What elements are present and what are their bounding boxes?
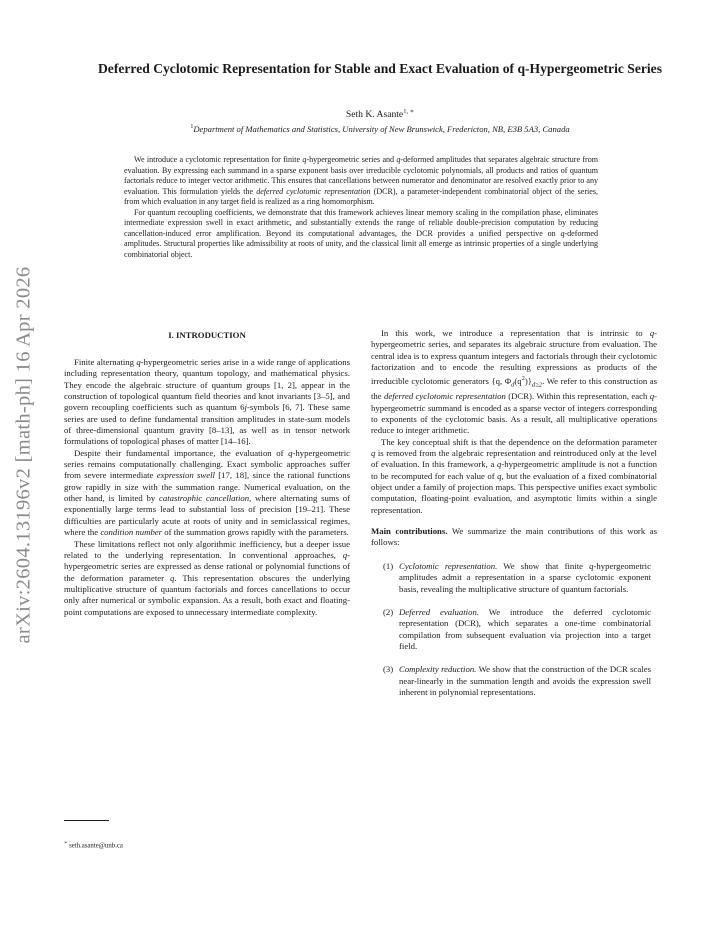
abstract-paragraph: For quantum recoupling coefficients, we demonstrate that this framework achieves linear memory scaling in the compilation phase, eliminates intermediate expression swell in exact arithmetic, and substantially extends the range of reliable double-precision computation by reducing cancellation-induced error amplification. Beyond its computational advantages, the DCR provides a unified perspective on q-deformed amplitudes. Structural properties like admissibility at roots of unity, and the classical limit all emerge as intrinsic properties of a single underlying combinatorial object. bbox=[124, 207, 598, 259]
abstract bbox=[124, 155, 598, 260]
paper-title: Deferred Cyclotomic Representation for Stable and Exact Evaluation of q-Hypergeometric Series bbox=[97, 61, 663, 76]
arxiv-identifier: arXiv:2604.13196v2 [math-ph] 16 Apr 2026 bbox=[12, 266, 35, 644]
footnote-mark: ∗ bbox=[64, 841, 68, 846]
author-mark: 1, ∗ bbox=[403, 108, 415, 115]
body-paragraph: The key conceptual shift is that the dependence on the deformation parameter q is removed from the algebraic representation and reintroduced only at the level of evaluation. In this framework, a q-hypergeometric amplitude is not a function to be recomputed for each value of q, but the evaluation of a fixed combinatorial object under a family of projection maps. This perspective unifies exact symbolic computation, floating-point evaluation, and asymptotic limits within a single representation. bbox=[371, 436, 658, 515]
list-item: (3) Complexity reduction. We show that the construction of the DCR scales near-linearly in the summation length and avoids the expression swell inherent in polynomial representations. bbox=[383, 664, 651, 697]
body-paragraph: Despite their fundamental importance, the evaluation of q-hypergeometric series remains computationally challenging. Exact symbolic approaches suffer from severe intermediate expression swell [17, 18], since the rational functions grow rapidly in size with the summation range. Numerical evaluation, on the other hand, is limited by catastrophic cancellation, where alternating sums of exponentially large terms lead to substantial loss of precision [19–21]. These difficulties are particularly acute at roots of unity and in semiclassical regimes, where the condition number of the summation grows rapidly with the parameters. bbox=[64, 447, 351, 538]
affiliation-text: Department of Mathematics and Statistics, University of New Brunswick, Fredericton, NB, E3B 5A3, Canada bbox=[193, 124, 570, 134]
author-name: Seth K. Asante bbox=[345, 109, 404, 121]
body-paragraph: Finite alternating q-hypergeometric series arise in a wide range of applications including representation theory, quantum topology, and mathematical physics. They encode the algebraic structure of quantum groups [1, 2], appear in the construction of topological quantum field theories and knot invariants [3–5], and govern recoupling coefficients such as quantum 6j-symbols [6, 7]. These same series are used to define fundamental transition amplitudes in state-sum models of three-dimensional quantum gravity [8–13], as well as in tensor network formulations of topological phases of matter [14–16]. bbox=[64, 357, 350, 447]
arxiv-stamp bbox=[4, 255, 44, 655]
list-item: (2) Deferred evaluation. We introduce the deferred cyclotomic representation (DCR), which separates a one-time combinatorial compilation from subsequent evaluation via projection into a target field. bbox=[383, 606, 651, 651]
main-contributions-paragraph: Main contributions. We summarize the main contributions of this work as follows: bbox=[371, 526, 657, 548]
author-line bbox=[90, 107, 670, 120]
section-heading-introduction: I. INTRODUCTION bbox=[168, 330, 246, 340]
contributions-list bbox=[371, 561, 657, 698]
footnote bbox=[64, 840, 123, 849]
list-item: (1) Cyclotomic representation. We show that finite q-hypergeometric amplitudes admit a representation in a sparse cyclotomic exponent basis, revealing the multiplicative structure of quantum factorials. bbox=[383, 560, 651, 594]
main-contributions-heading: Main contributions. bbox=[371, 526, 448, 537]
body-paragraph: These limitations reflect not only algorithmic inefficiency, but a deeper issue related to the underlying representation. In conventional approaches, q-hypergeometric series are expressed as dense rational or polynomial functions of the deformation parameter q. This representation obscures the underlying multiplicative structure of quantum factorials and forces cancellations to occur only after numerical or symbolic expansion. As a result, both exact and floating-point computations are exposed to unnecessary intermediate complexity. bbox=[64, 538, 350, 617]
right-column bbox=[371, 328, 657, 698]
affiliation-mark: 1 bbox=[190, 124, 194, 131]
body-paragraph: In this work, we introduce a representation that is intrinsic to q-hypergeometric series, and separates its algebraic structure from evaluation. The central idea is to express quantum integers and factorials through their cyclotomic factorization and to encode the resulting expressions as products of the irreducible cyclotomic generators {q, $\Phi_d(q^2)\}_{d\ge 2}$. We refer to this construction as the deferred cyclotomic representation (DCR). Within this representation, each q-hypergeometric summand is encoded as a sparse vector of integers corresponding to exponents of the cyclotomic basis. As a result, all multiplicative operations reduce to integer arithmetic. bbox=[371, 328, 657, 436]
left-column bbox=[64, 357, 350, 618]
author-email: seth.asante@unb.ca bbox=[69, 842, 123, 850]
affiliation bbox=[70, 124, 690, 134]
abstract-paragraph: We introduce a cyclotomic representation for finite q-hypergeometric series and q-deformed amplitudes that separates algebraic structure from evaluation. By expressing each summand in a sparse exponent basis over irreducible cyclotomic polynomials, all products and ratios of quantum factorials reduce to integer vector arithmetic. This ensures that cancellations between numerator and denominator are resolved exactly prior to any evaluation. This formulation yields the deferred cyclotomic representation (DCR), a parameter-independent combinatorial object of the series, from which evaluation in any target field is realized as a ring homomorphism. bbox=[124, 155, 598, 207]
footnote-rule bbox=[64, 820, 109, 821]
